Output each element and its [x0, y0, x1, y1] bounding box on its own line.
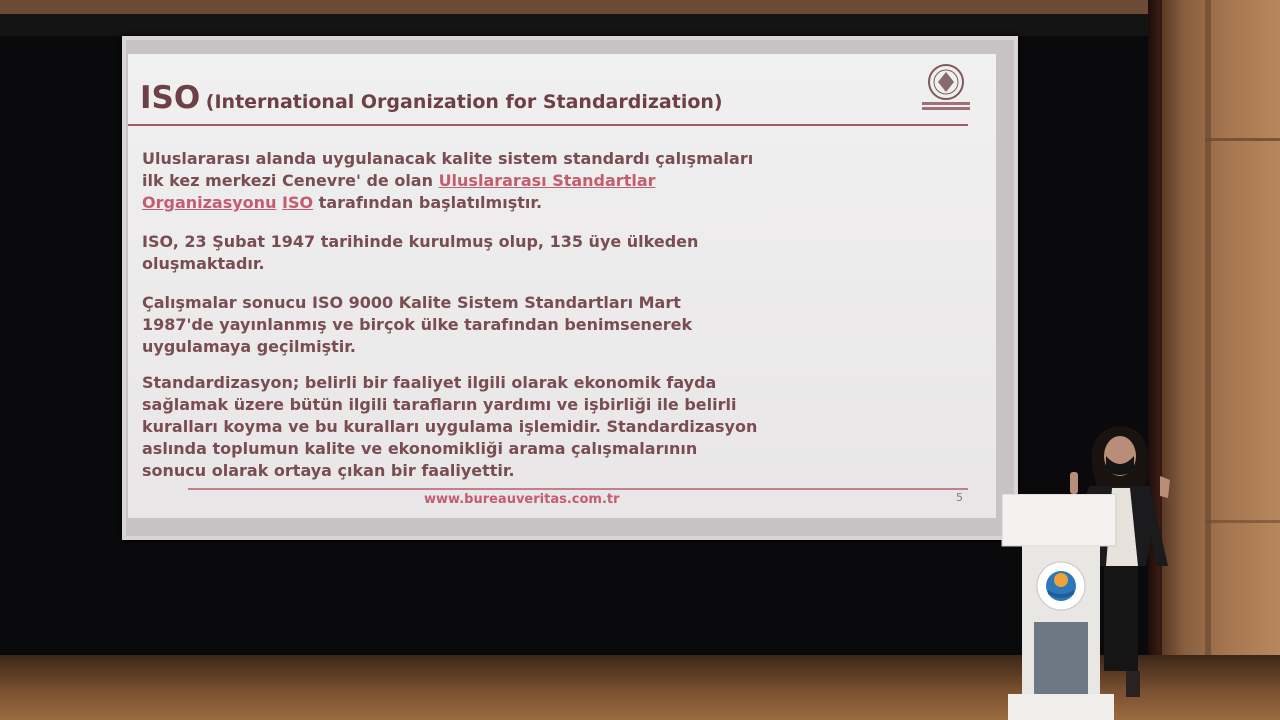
bureau-veritas-logo-icon: [916, 62, 976, 112]
paragraph-iso-9000: Çalışmalar sonucu ISO 9000 Kalite Sistem Standartları Mart 1987'de yayınlanmış ve birçok ülke tarafından benimsenerek uygulamaya geçilmiştir.: [142, 293, 693, 356]
link-uluslararasi-standartlar[interactable]: Uluslararası Standartlar Organizasyonu: [142, 171, 656, 212]
wood-seam: [1205, 138, 1280, 141]
paragraph-standardization: Standardizasyon; belirli bir faaliyet ilgili olarak ekonomik fayda sağlamak üzere bütün ilgili tarafların yardımı ve işbirliği ile belirli kuralları koyma ve bu kuralları uygulama işlemidir. Standardizasyon aslında toplumun kalite ve ekonomikliği arama çalışmalarının sonucu olarak ortaya çıkan bir faaliyettir.: [142, 373, 758, 480]
ceiling-strip: [0, 14, 1160, 36]
paragraph-text: Uluslararası alanda uygulanacak kalite sistem standardı çalışmaları ilk kez merkezi Cenevre' de olan: [142, 149, 754, 190]
slide-title: [140, 80, 723, 116]
link-iso[interactable]: ISO: [282, 193, 314, 212]
slide-title-subtitle: (International Organization for Standardization): [205, 91, 723, 113]
podium: [1000, 494, 1118, 720]
slide-title-main: ISO: [140, 80, 201, 116]
paragraph-text: tarafından başlatılmıştır.: [313, 193, 543, 212]
slide-page-number: 5: [956, 491, 963, 504]
footer-url: www.bureauveritas.com.tr: [424, 492, 620, 507]
footer-divider: [188, 488, 968, 490]
ceiling: [0, 0, 1280, 14]
paragraph-iso-origin: [142, 148, 902, 214]
title-divider: [128, 124, 968, 126]
wood-seam: [1205, 0, 1211, 720]
wood-seam: [1205, 520, 1280, 523]
paragraph-iso-founded: ISO, 23 Şubat 1947 tarihinde kurulmuş olup, 135 üye ülkeden oluşmaktadır.: [142, 232, 699, 273]
presentation-slide: [128, 54, 996, 518]
